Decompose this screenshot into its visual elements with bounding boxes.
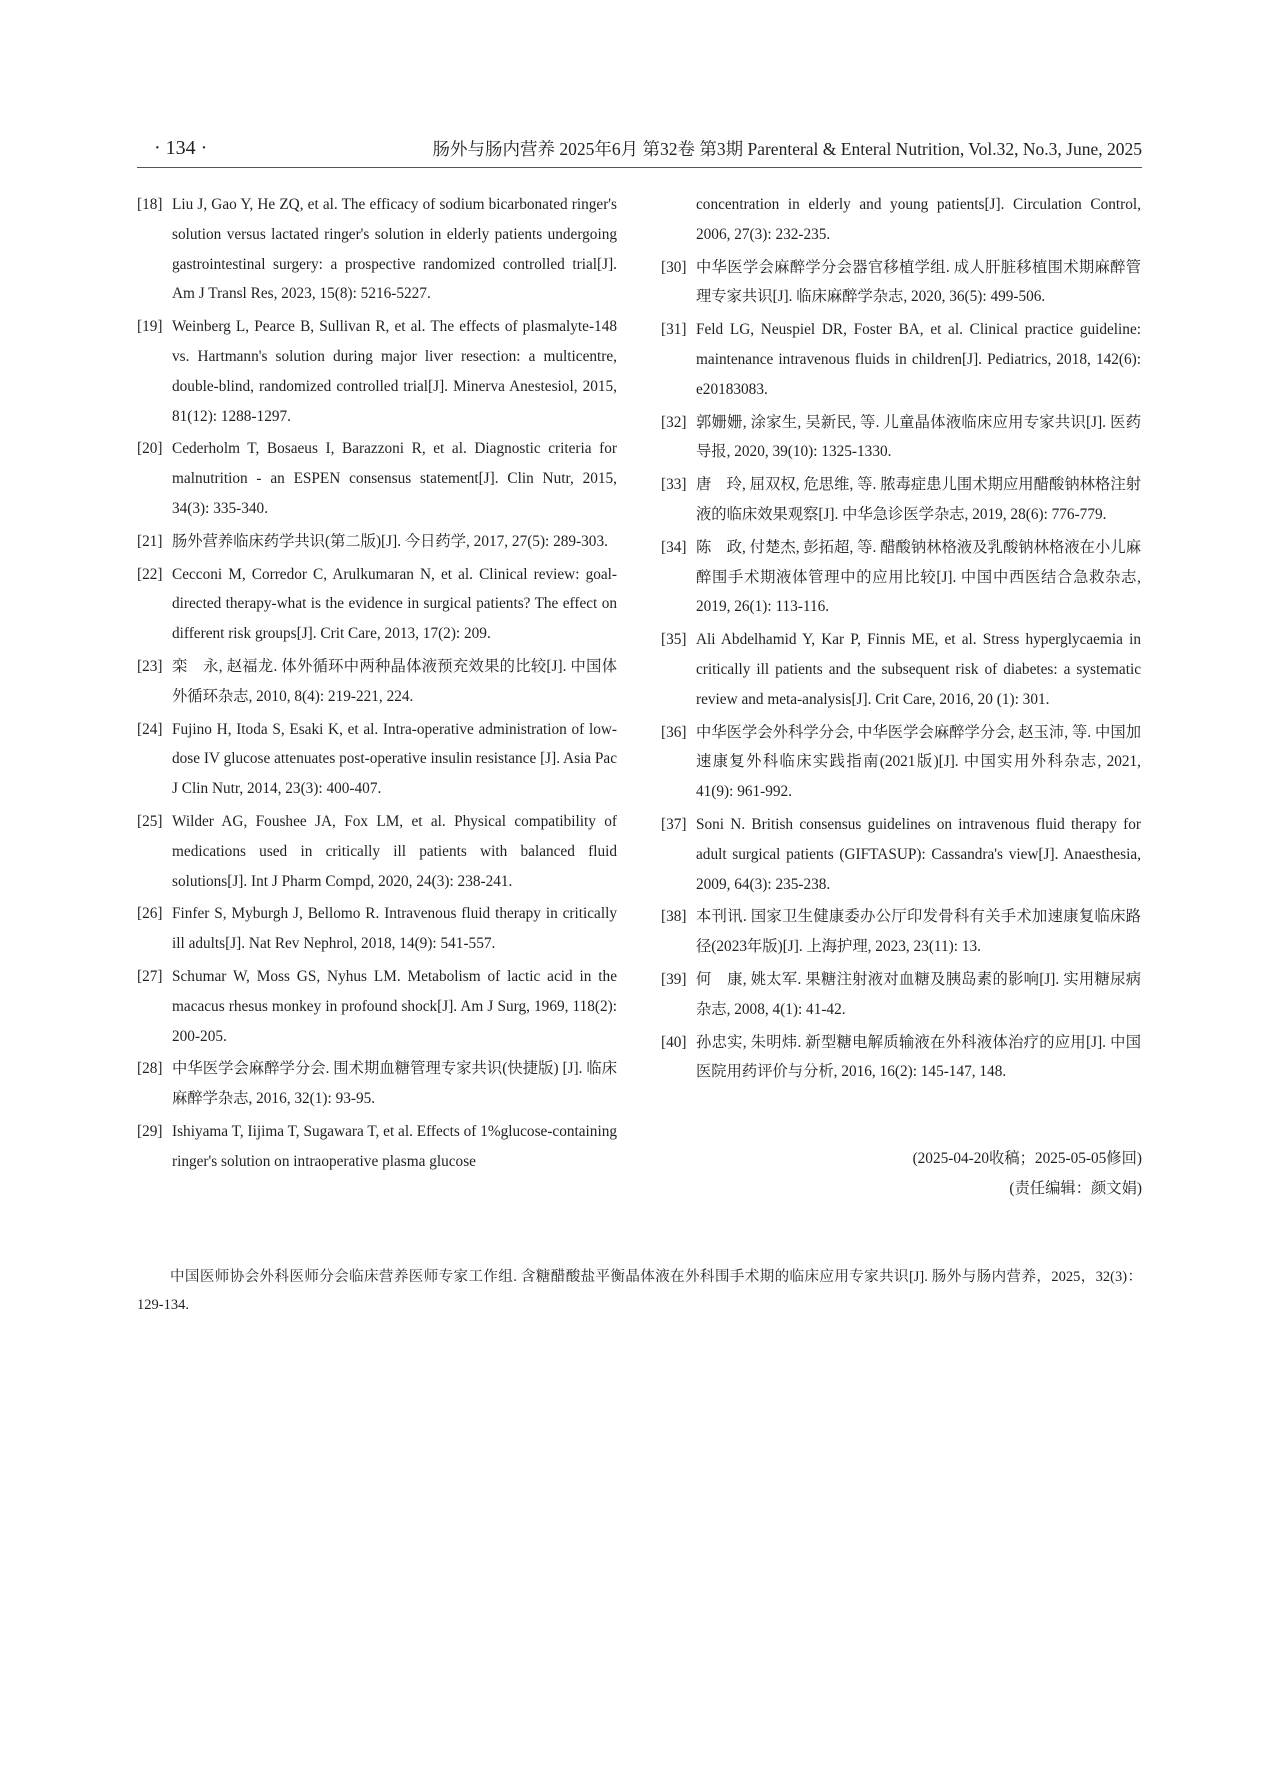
reference-number: [22] [137, 565, 163, 583]
reference-text: Ishiyama T, Iijima T, Sugawara T, et al. Effects of 1%glucose-containing ringer's solution on intraoperative plasma glucose [172, 1122, 617, 1170]
reference-text: Ali Abdelhamid Y, Kar P, Finnis ME, et al. Stress hyperglycaemia in critically ill patients and the subsequent risk of diabetes: a systematic review and meta-analysis[J]. Crit Care, 2016, 20 (1): 301. [696, 631, 1141, 708]
page-number: · 134 · [154, 137, 208, 159]
page-header [137, 134, 1142, 164]
reference-item [137, 190, 617, 309]
reference-item [661, 810, 1141, 899]
reference-item [137, 560, 617, 649]
reference-text: 中华医学会麻醉学分会器官移植学组. 成人肝脏移植围术期麻醉管理专家共识[J]. 临床麻醉学杂志, 2020, 36(5): 499-506. [696, 258, 1141, 306]
reference-number: [21] [137, 532, 163, 550]
reference-number: [38] [661, 908, 687, 926]
reference-item [137, 807, 617, 896]
reference-number: [35] [661, 631, 687, 649]
reference-item [137, 1054, 617, 1114]
reference-number: [37] [661, 815, 687, 833]
reference-text: 肠外营养临床药学共识(第二版)[J]. 今日药学, 2017, 27(5): 289-303. [172, 532, 608, 550]
reference-text: 中华医学会麻醉学分会. 围术期血糖管理专家共识(快捷版) [J]. 临床麻醉学杂志, 2016, 32(1): 93-95. [172, 1060, 617, 1108]
reference-number: [24] [137, 720, 163, 738]
responsible-editor: (责任编辑：颜文娟) [1009, 1180, 1142, 1197]
reference-item [137, 715, 617, 804]
reference-number: [27] [137, 967, 163, 985]
reference-text: Schumar W, Moss GS, Nyhus LM. Metabolism of lactic acid in the macacus rhesus monkey in profound shock[J]. Am J Surg, 1969, 118(2): 200-205. [172, 967, 617, 1045]
left-reference-column [137, 190, 617, 1180]
reference-item [137, 962, 617, 1051]
reference-text: Finfer S, Myburgh J, Bellomo R. Intravenous fluid therapy in critically ill adults[J]. Nat Rev Nephrol, 2018, 14(9): 541-557. [172, 905, 617, 953]
reference-item [661, 902, 1141, 962]
reference-item [661, 408, 1141, 468]
reference-item [661, 1028, 1141, 1088]
reference-item [661, 315, 1141, 404]
reference-number: [26] [137, 905, 163, 923]
reference-text: Cederholm T, Bosaeus I, Barazzoni R, et al. Diagnostic criteria for malnutrition - an ESPEN consensus statement[J]. Clin Nutr, 2015, 34(3): 335-340. [172, 440, 617, 517]
reference-text: 中华医学会外科学分会, 中华医学会麻醉学分会, 赵玉沛, 等. 中国加速康复外科临床实践指南(2021版)[J]. 中国实用外科杂志, 2021, 41(9): 961-992. [696, 723, 1141, 801]
citation-footnote: 中国医师协会外科医师分会临床营养医师专家工作组. 含糖醋酸盐平衡晶体液在外科围手术期的临床应用专家共识[J]. 肠外与肠内营养，2025，32(3)：129-134. [137, 1269, 1142, 1313]
reference-item [661, 253, 1141, 313]
reference-number: [39] [661, 970, 687, 988]
reference-number: [31] [661, 321, 687, 339]
reference-text: 栾 永, 赵福龙. 体外循环中两种晶体液预充效果的比较[J]. 中国体外循环杂志, 2010, 8(4): 219-221, 224. [172, 657, 617, 705]
reference-text: Liu J, Gao Y, He ZQ, et al. The efficacy of sodium bicarbonated ringer's solution versus lactated ringer's solution in elderly patients undergoing gastrointestinal surgery: a prospective randomized controlled trial[J]. Am J Transl Res, 2023, 15(8): 5216-5227. [172, 196, 617, 303]
reference-item [137, 899, 617, 959]
reference-text: 孙忠实, 朱明炜. 新型糖电解质输液在外科液体治疗的应用[J]. 中国医院用药评价与分析, 2016, 16(2): 145-147, 148. [696, 1033, 1141, 1081]
reference-text: 本刊讯. 国家卫生健康委办公厅印发骨科有关手术加速康复临床路径(2023年版)[J]. 上海护理, 2023, 23(11): 13. [696, 908, 1141, 956]
reference-number: [25] [137, 812, 163, 830]
reference-number: [20] [137, 440, 163, 458]
reference-number: [29] [137, 1122, 163, 1140]
reference-item [661, 470, 1141, 530]
reference-number: [18] [137, 196, 163, 213]
reference-text: Cecconi M, Corredor C, Arulkumaran N, et al. Clinical review: goal-directed therapy-what is the evidence in surgical patients? The effect on different risk groups[J]. Crit Care, 2013, 17(2): 209. [172, 565, 617, 643]
reference-number: [36] [661, 723, 687, 741]
reference-text: concentration in elderly and young patients[J]. Circulation Control, 2006, 27(3): 232-235. [696, 196, 1141, 243]
reference-item [137, 312, 617, 431]
reference-item [661, 190, 1141, 250]
reference-text: Fujino H, Itoda S, Esaki K, et al. Intra-operative administration of low-dose IV glucose attenuates post-operative insulin resistance [J]. Asia Pac J Clin Nutr, 2014, 23(3): 400-407. [172, 720, 617, 798]
reference-number: [28] [137, 1060, 163, 1078]
reference-text: Weinberg L, Pearce B, Sullivan R, et al. The effects of plasmalyte-148 vs. Hartmann's solution during major liver resection: a multicentre, double-blind, randomized controlled trial[J]. Minerva Anestesiol, 2015, 81(12): 1288-1297. [172, 318, 617, 425]
reference-item [137, 527, 617, 557]
reference-item [661, 718, 1141, 807]
right-reference-column [661, 190, 1141, 1090]
reference-text: 郭姗姗, 涂家生, 吴新民, 等. 儿童晶体液临床应用专家共识[J]. 医药导报, 2020, 39(10): 1325-1330. [696, 413, 1141, 461]
header-rule [137, 167, 1142, 168]
reference-number: [23] [137, 657, 163, 675]
reference-text: Wilder AG, Foushee JA, Fox LM, et al. Physical compatibility of medications used in critically ill patients with balanced fluid solutions[J]. Int J Pharm Compd, 2020, 24(3): 238-241. [172, 812, 617, 890]
reference-number: [32] [661, 413, 687, 431]
journal-title: 肠外与肠内营养 2025年6月 第32卷 第3期 Parenteral & Enteral Nutrition, Vol.32, No.3, June, 2025 [432, 139, 1142, 159]
reference-item [661, 625, 1141, 714]
reference-item [661, 533, 1141, 622]
reference-number: [19] [137, 318, 163, 336]
reference-number: [30] [661, 258, 687, 276]
reference-text: 何 康, 姚太军. 果糖注射液对血糖及胰岛素的影响[J]. 实用糖尿病杂志, 2008, 4(1): 41-42. [696, 970, 1141, 1018]
reference-text: 唐 玲, 屈双权, 危思维, 等. 脓毒症患儿围术期应用醋酸钠林格注射液的临床效果观察[J]. 中华急诊医学杂志, 2019, 28(6): 776-779. [696, 476, 1141, 523]
reference-item [137, 652, 617, 712]
reference-item [661, 965, 1141, 1025]
reference-number: [34] [661, 538, 687, 556]
reference-text: 陈 政, 付楚杰, 彭拓超, 等. 醋酸钠林格液及乳酸钠林格液在小儿麻醉围手术期液体管理中的应用比较[J]. 中国中西医结合急救杂志, 2019, 26(1): 113-116. [696, 538, 1141, 616]
reference-number: [40] [661, 1033, 687, 1051]
reference-number: [33] [661, 476, 687, 494]
received-revised-dates: (2025-04-20收稿；2025-05-05修回) [912, 1150, 1142, 1167]
reference-item [137, 434, 617, 523]
reference-text: Soni N. British consensus guidelines on intravenous fluid therapy for adult surgical patients (GIFTASUP): Cassandra's view[J]. Anaesthesia, 2009, 64(3): 235-238. [696, 815, 1141, 893]
reference-item [137, 1117, 617, 1177]
reference-text: Feld LG, Neuspiel DR, Foster BA, et al. Clinical practice guideline: maintenance intravenous fluids in children[J]. Pediatrics, 2018, 142(6): e20183083. [696, 321, 1141, 398]
